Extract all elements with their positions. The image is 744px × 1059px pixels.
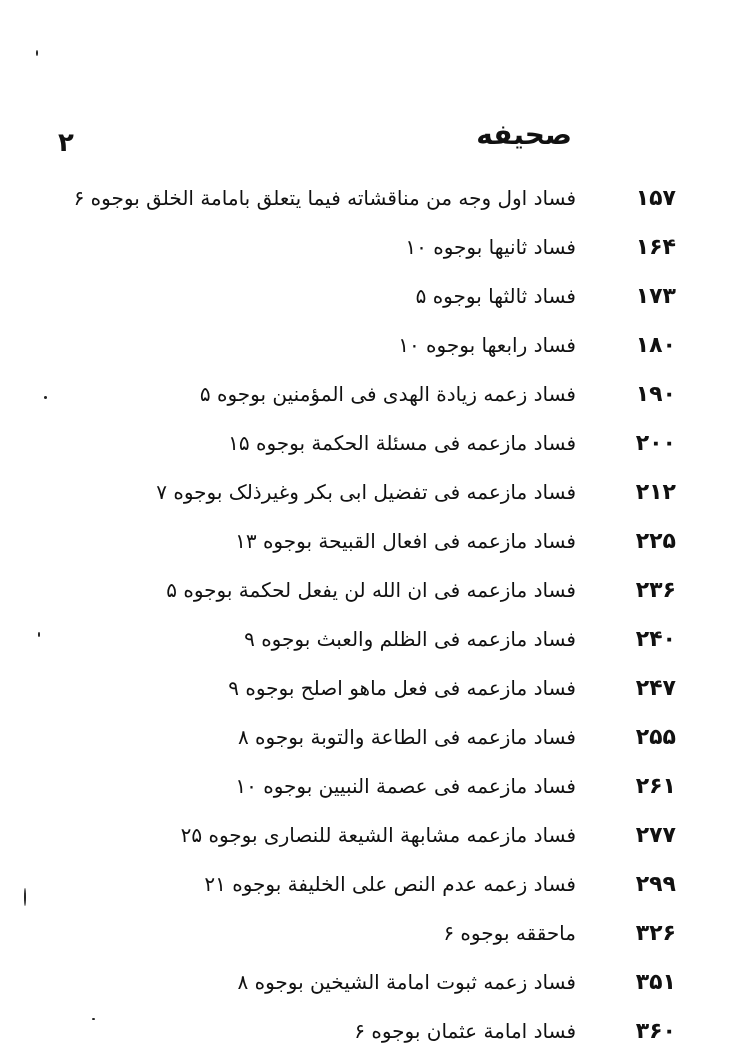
- toc-page-number: ۲۰۰: [635, 431, 676, 456]
- toc-title: فساد اول وجه من مناقشاته فیما یتعلق بامامة الخلق بوجوه ۶: [73, 186, 576, 210]
- toc-title: فساد مازعمه مشابهة الشیعة للنصاری بوجوه ۲۵: [180, 823, 576, 847]
- toc-entry: [180, 823, 676, 863]
- toc-title: فساد مازعمه فی مسئلة الحکمة بوجوه ۱۵: [228, 431, 576, 455]
- toc-entry: [415, 284, 676, 324]
- toc-title: فساد ثانیها بوجوه ۱۰: [405, 235, 576, 259]
- toc-entry: [244, 627, 676, 667]
- toc-title: فساد رابعها بوجوه ۱۰: [398, 333, 576, 357]
- toc-title: فساد مازعمه فی تفضیل ابی بکر وغیرذلک بوجوه ۷: [156, 480, 576, 504]
- toc-page-number: ۲۲۵: [635, 529, 676, 554]
- toc-page-number: ۲۴۷: [635, 676, 676, 701]
- toc-entry: [443, 921, 676, 961]
- toc-page-number: ۳۵۱: [635, 970, 676, 995]
- toc-entry: [204, 872, 676, 912]
- toc-page-number: ۳۶۰: [635, 1019, 676, 1044]
- toc-entry: [237, 970, 676, 1010]
- toc-entry: [228, 676, 676, 716]
- toc-entry: [398, 333, 676, 373]
- toc-page-number: ۱۵۷: [635, 186, 676, 211]
- margin-speck: [92, 1018, 95, 1020]
- margin-speck: [44, 396, 47, 399]
- toc-page-number: ۲۶۱: [635, 774, 676, 799]
- toc-page-number: ۱۸۰: [635, 333, 676, 358]
- margin-speck: [24, 888, 26, 906]
- toc-title: فساد زعمه زیادة الهدی فی المؤمنین بوجوه ۵: [199, 382, 576, 406]
- toc-page-number: ۱۷۳: [635, 284, 676, 309]
- toc-page-number: ۲۱۲: [635, 480, 676, 505]
- toc-title: ماحققه بوجوه ۶: [443, 921, 576, 945]
- page-number: ۲: [58, 128, 74, 158]
- toc-title: فساد امامة عثمان بوجوه ۶: [354, 1019, 576, 1043]
- margin-speck: [36, 50, 38, 56]
- toc-page-number: ۲۷۷: [635, 823, 676, 848]
- toc-title: فساد مازعمه فی افعال القبیحة بوجوه ۱۳: [235, 529, 576, 553]
- toc-entry: [237, 725, 676, 765]
- toc-page-number: ۲۵۵: [635, 725, 676, 750]
- toc-entry: [156, 480, 676, 520]
- toc-title: فساد مازعمه فی فعل ماهو اصلح بوجوه ۹: [228, 676, 576, 700]
- toc-page-number: ۱۶۴: [635, 235, 676, 260]
- header-label: صحیفه: [476, 118, 572, 151]
- toc-title: فساد مازعمه فی الظلم والعبث بوجوه ۹: [244, 627, 576, 651]
- toc-title: فساد مازعمه فی ان الله لن یفعل لحکمة بوجوه ۵: [166, 578, 576, 602]
- toc-title: فساد زعمه ثبوت امامة الشیخین بوجوه ۸: [237, 970, 576, 994]
- toc-page-number: ۱۹۰: [635, 382, 676, 407]
- toc-page-number: ۲۴۰: [635, 627, 676, 652]
- toc-entry: [235, 774, 676, 814]
- toc-entry: [235, 529, 676, 569]
- toc-entry: [199, 382, 676, 422]
- toc-page-number: ۲۹۹: [635, 872, 676, 897]
- toc-title: فساد زعمه عدم النص علی الخلیفة بوجوه ۲۱: [204, 872, 576, 896]
- toc-title: فساد مازعمه فی عصمة النبیین بوجوه ۱۰: [235, 774, 576, 798]
- toc-entry: [354, 1019, 676, 1059]
- toc-entry: [73, 186, 676, 226]
- toc-entry: [228, 431, 676, 471]
- toc-page-number: ۳۲۶: [635, 921, 676, 946]
- margin-speck: [38, 632, 40, 637]
- toc-entry: [166, 578, 676, 618]
- toc-entry: [405, 235, 676, 275]
- toc-page-number: ۲۳۶: [635, 578, 676, 603]
- toc-title: فساد ثالثها بوجوه ۵: [415, 284, 576, 308]
- toc-title: فساد مازعمه فی الطاعة والتوبة بوجوه ۸: [237, 725, 576, 749]
